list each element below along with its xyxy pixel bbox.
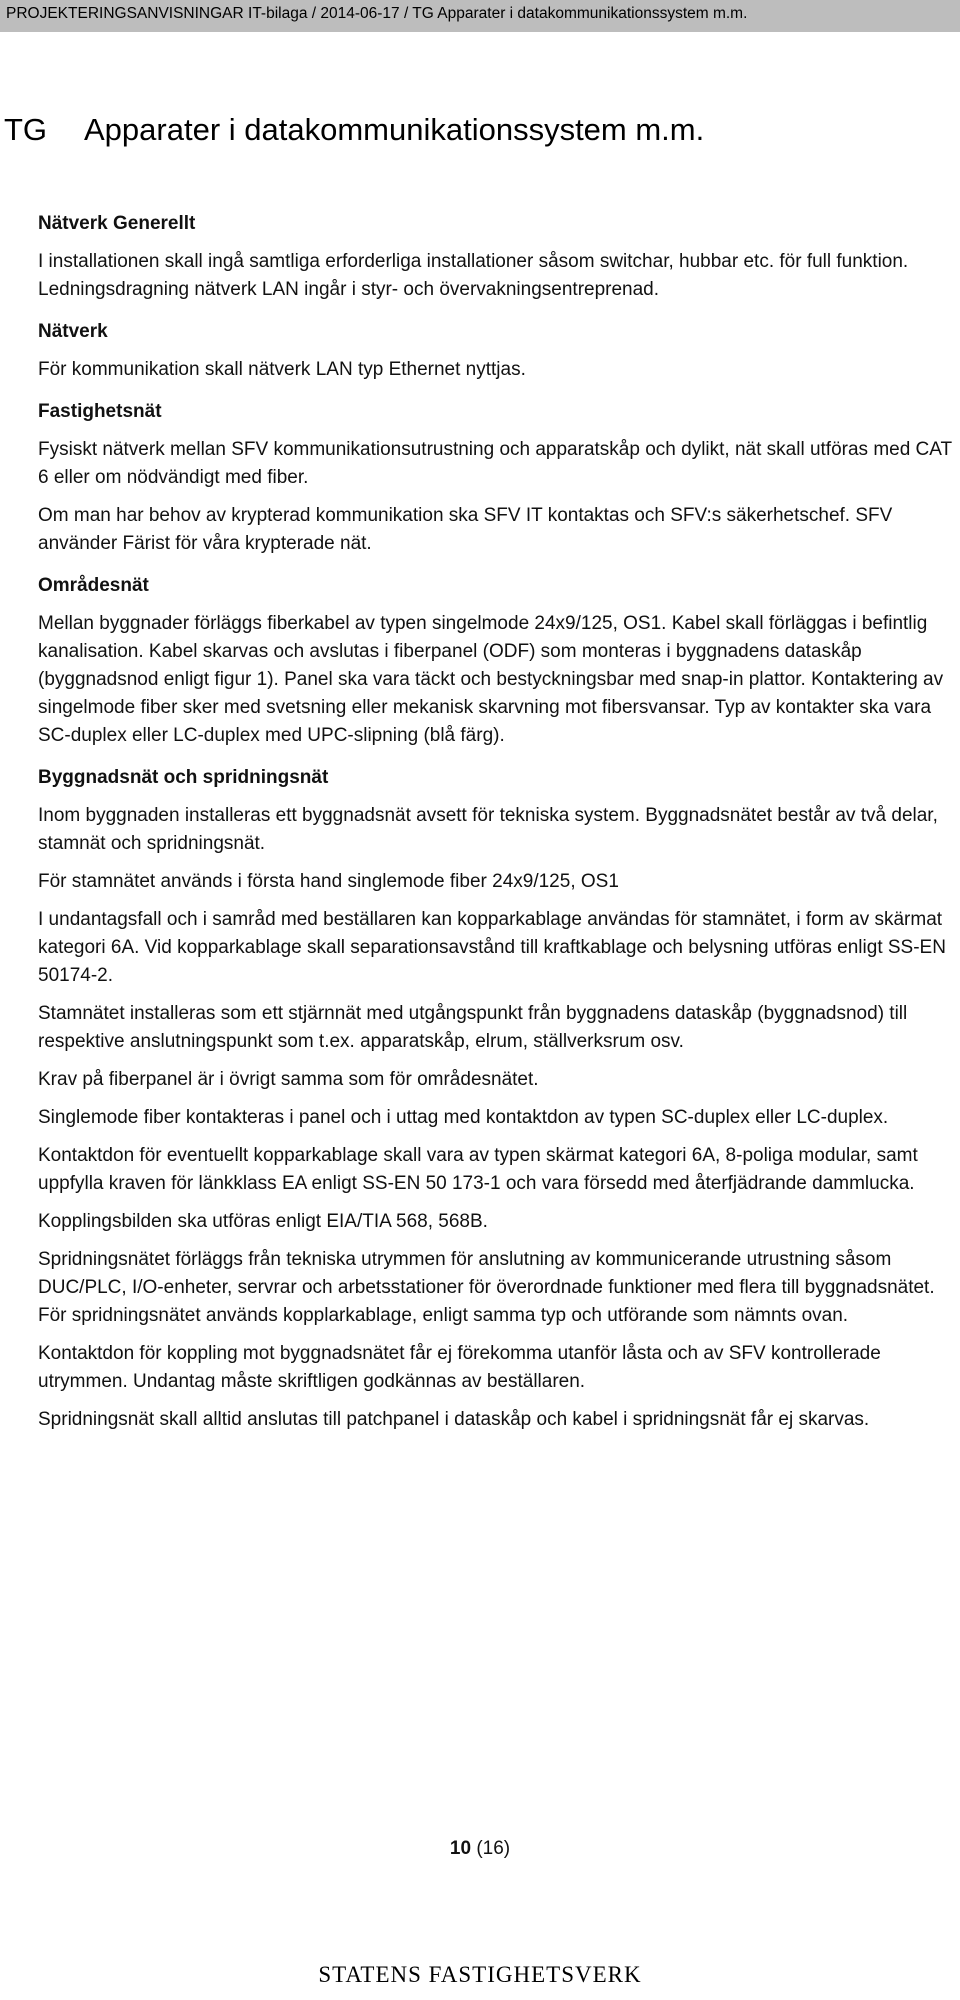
document-title	[4, 112, 704, 148]
section-fastighetsnat	[38, 398, 954, 558]
paragraph: För kommunikation skall nätverk LAN typ Ethernet nyttjas.	[38, 359, 526, 380]
paragraph: Inom byggnaden installeras ett byggnadsnät avsett för tekniska system. Byggnadsnätet består av två delar, stamnät och spridningsnät.	[38, 805, 938, 854]
section-heading: Byggnadsnät och spridningsnät	[38, 767, 329, 788]
paragraph: Om man har behov av krypterad kommunikation ska SFV IT kontaktas och SFV:s säkerhetschef. SFV använder Färist för våra krypterade nät.	[38, 505, 893, 554]
running-header	[0, 0, 960, 32]
paragraph: Fysiskt nätverk mellan SFV kommunikationsutrustning och apparatskåp och dylikt, nät skall utföras med CAT 6 eller om nödvändigt med fiber.	[38, 439, 952, 488]
paragraph: Spridningsnät skall alltid anslutas till patchpanel i dataskåp och kabel i spridningsnät får ej skarvas.	[38, 1409, 870, 1430]
paragraph: I installationen skall ingå samtliga erforderliga installationer såsom switchar, hubbar etc. för full funktion. Ledningsdragning nätverk LAN ingår i styr- och övervakningsentreprenad.	[38, 251, 909, 300]
paragraph: Kopplingsbilden ska utföras enligt EIA/TIA 568, 568B.	[38, 1211, 488, 1232]
paragraph: Singlemode fiber kontakteras i panel och i uttag med kontaktdon av typen SC-duplex eller LC-duplex.	[38, 1107, 889, 1128]
section-byggnadsnat	[38, 764, 954, 1434]
section-heading: Fastighetsnät	[38, 401, 162, 422]
paragraph: Stamnätet installeras som ett stjärnnät med utgångspunkt från byggnadens dataskåp (byggnadsnod) till respektive anslutningspunkt som t.ex. apparatskåp, elrum, ställverksrum osv.	[38, 1003, 908, 1052]
document-title-text: Apparater i datakommunikationssystem m.m.	[84, 112, 705, 147]
section-heading: Nätverk	[38, 321, 108, 342]
page-number-total: (16)	[476, 1838, 511, 1859]
paragraph: Kontaktdon för eventuellt kopparkablage skall vara av typen skärmat kategori 6A, 8-poliga modular, samt uppfylla kraven för länkklass EA enligt SS-EN 50 173-1 och vara försedd med återfjädrande dammlucka.	[38, 1145, 918, 1194]
running-header-text: PROJEKTERINGSANVISNINGAR IT-bilaga / 2014-06-17 / TG Apparater i datakommunikationssystem m.m.	[6, 5, 748, 22]
paragraph: För stamnätet används i första hand singlemode fiber 24x9/125, OS1	[38, 871, 619, 892]
statens-fastighetsverk-logo: STATENS FASTIGHETSVERK	[318, 1962, 642, 1987]
paragraph: I undantagsfall och i samråd med beställaren kan kopparkablage användas för stamnätet, i form av skärmat kategori 6A. Vid kopparkablage skall separationsavstånd till kraftkablage och belysning utföras enligt SS-EN 50174-2.	[38, 909, 946, 986]
page-number	[0, 1838, 960, 1860]
section-omradesnat	[38, 572, 954, 750]
section-heading: Nätverk Generellt	[38, 213, 196, 234]
paragraph: Krav på fiberpanel är i övrigt samma som för områdesnätet.	[38, 1069, 539, 1090]
page-number-current: 10	[449, 1838, 472, 1859]
paragraph: Mellan byggnader förläggs fiberkabel av typen singelmode 24x9/125, OS1. Kabel skall förläggas i befintlig kanalisation. Kabel skarvas och avslutas i fiberpanel (ODF) som monteras i byggnadens dataskåp (byggnadsnod enligt figur 1). Panel ska vara täckt och bestyckningsbar med snap-in plattor. Kontaktering av singelmode fiber sker med svetsning eller mekanisk skarvning mot fibersvansar. Typ av kontakter ska vara SC-duplex eller LC-duplex med UPC-slipning (blå färg).	[38, 613, 944, 746]
paragraph: Kontaktdon för koppling mot byggnadsnätet får ej förekomma utanför låsta och av SFV kontrollerade utrymmen. Undantag måste skriftligen godkännas av beställaren.	[38, 1343, 881, 1392]
section-natverk	[38, 318, 954, 384]
document-body	[38, 210, 954, 1448]
section-heading: Områdesnät	[38, 575, 149, 596]
paragraph: Spridningsnätet förläggs från tekniska utrymmen för anslutning av kommunicerande utrustning såsom DUC/PLC, I/O-enheter, servrar och arbetsstationer för överordnade funktioner med flera till byggnadsnätet. För spridningsnätet används kopplarkablage, enligt samma typ och utförande som nämnts ovan.	[38, 1249, 935, 1326]
section-natverk-generellt	[38, 210, 954, 304]
document-title-code: TG	[4, 112, 48, 147]
